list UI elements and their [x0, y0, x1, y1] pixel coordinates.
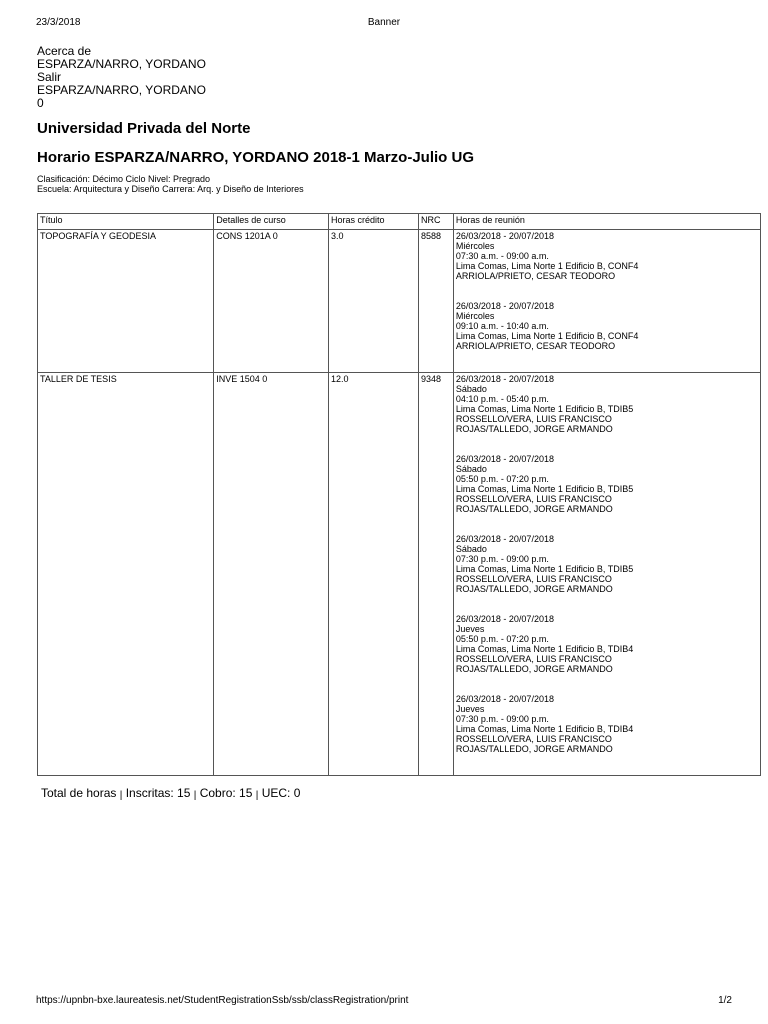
meeting-instructor: ROSSELLO/VERA, LUIS FRANCISCO	[455, 734, 612, 744]
schedule-table	[37, 213, 761, 776]
meeting-instructor: ROSSELLO/VERA, LUIS FRANCISCO	[455, 654, 612, 664]
print-header-title: Banner	[367, 17, 401, 28]
course-details: CONS 1201A 0	[214, 230, 329, 373]
course-meetings	[453, 230, 760, 373]
meeting-day: Miércoles	[455, 241, 495, 251]
meeting-location: Lima Comas, Lima Norte 1 Edificio B, TDIB4	[455, 644, 634, 654]
meeting-time: 04:10 p.m. - 05:40 p.m.	[455, 394, 549, 404]
meeting-day: Jueves	[455, 624, 485, 634]
print-url: https://upnbn-bxe.laureatesis.net/StudentRegistrationSsb/ssb/classRegistration/print	[36, 995, 409, 1006]
meeting-instructor: ROJAS/TALLEDO, JORGE ARMANDO	[455, 664, 613, 674]
print-date: 23/3/2018	[36, 17, 81, 28]
course-title: TOPOGRAFÍA Y GEODESIA	[38, 230, 214, 373]
enrolled-hours: Inscritas: 15	[125, 786, 191, 800]
meeting-time: 07:30 p.m. - 09:00 p.m.	[455, 714, 549, 724]
meeting-day: Miércoles	[455, 311, 495, 321]
col-header-meetings: Horas de reunión	[453, 214, 760, 230]
separator: |	[119, 790, 123, 801]
col-header-title: Título	[38, 214, 214, 230]
course-credits: 3.0	[328, 230, 418, 373]
course-nrc: 8588	[419, 230, 454, 373]
meeting-time: 07:30 p.m. - 09:00 p.m.	[455, 554, 549, 564]
meeting-instructor: ROSSELLO/VERA, LUIS FRANCISCO	[455, 414, 612, 424]
meeting-time: 09:10 a.m. - 10:40 a.m.	[455, 321, 549, 331]
meeting-dates: 26/03/2018 - 20/07/2018	[455, 454, 554, 464]
meeting-day: Sábado	[455, 544, 487, 554]
meeting-dates: 26/03/2018 - 20/07/2018	[455, 374, 554, 384]
table-row	[38, 373, 761, 776]
meeting-instructor: ARRIOLA/PRIETO, CESAR TEODORO	[455, 341, 616, 351]
table-header-row	[38, 214, 761, 230]
course-nrc: 9348	[419, 373, 454, 776]
meeting-instructor: ROJAS/TALLEDO, JORGE ARMANDO	[455, 424, 613, 434]
meeting-instructor: ROJAS/TALLEDO, JORGE ARMANDO	[455, 584, 613, 594]
user-name-link-2[interactable]: ESPARZA/NARRO, YORDANO	[37, 83, 206, 97]
course-credits: 12.0	[328, 373, 418, 776]
meeting-time: 07:30 a.m. - 09:00 a.m.	[455, 251, 549, 261]
meeting-instructor: ROJAS/TALLEDO, JORGE ARMANDO	[455, 504, 613, 514]
meeting-block	[456, 374, 758, 434]
university-name: Universidad Privada del Norte	[37, 120, 251, 137]
user-name-link[interactable]: ESPARZA/NARRO, YORDANO	[37, 57, 206, 71]
meeting-day: Sábado	[455, 464, 487, 474]
meeting-location: Lima Comas, Lima Norte 1 Edificio B, TDIB5	[455, 484, 634, 494]
course-title: TALLER DE TESIS	[38, 373, 214, 776]
billing-hours: Cobro: 15	[199, 786, 253, 800]
meeting-location: Lima Comas, Lima Norte 1 Edificio B, CONF4	[455, 261, 639, 271]
col-header-nrc: NRC	[419, 214, 454, 230]
meeting-dates: 26/03/2018 - 20/07/2018	[455, 301, 554, 311]
meeting-instructor: ROSSELLO/VERA, LUIS FRANCISCO	[455, 494, 612, 504]
meeting-dates: 26/03/2018 - 20/07/2018	[455, 534, 554, 544]
col-header-credits: Horas crédito	[328, 214, 418, 230]
separator: |	[255, 790, 259, 801]
student-info	[37, 174, 304, 194]
meeting-time: 05:50 p.m. - 07:20 p.m.	[455, 634, 549, 644]
separator: |	[193, 790, 197, 801]
meeting-block	[456, 694, 758, 754]
meeting-block	[456, 231, 758, 281]
meeting-location: Lima Comas, Lima Norte 1 Edificio B, TDIB4	[455, 724, 634, 734]
hours-totals	[41, 786, 300, 800]
logout-link[interactable]: Salir	[37, 70, 62, 84]
meeting-dates: 26/03/2018 - 20/07/2018	[455, 614, 554, 624]
school-line: Escuela: Arquitectura y Diseño Carrera: Arq. y Diseño de Interiores	[37, 184, 304, 194]
meeting-block	[456, 614, 758, 674]
nav-links	[37, 45, 206, 110]
total-hours-label: Total de horas	[41, 786, 117, 800]
about-link[interactable]: Acerca de	[37, 44, 92, 58]
ceu-hours: UEC: 0	[261, 786, 301, 800]
page-number: 1/2	[718, 995, 732, 1006]
notification-count[interactable]: 0	[37, 96, 44, 110]
meeting-instructor: ROJAS/TALLEDO, JORGE ARMANDO	[455, 744, 613, 754]
meeting-location: Lima Comas, Lima Norte 1 Edificio B, TDIB5	[455, 564, 634, 574]
meeting-location: Lima Comas, Lima Norte 1 Edificio B, TDIB5	[455, 404, 634, 414]
meeting-time: 05:50 p.m. - 07:20 p.m.	[455, 474, 549, 484]
course-details: INVE 1504 0	[214, 373, 329, 776]
schedule-title: Horario ESPARZA/NARRO, YORDANO 2018-1 Marzo-Julio UG	[37, 149, 475, 166]
classification-line: Clasificación: Décimo Ciclo Nivel: Pregrado	[37, 174, 211, 184]
meeting-day: Sábado	[455, 384, 487, 394]
meeting-dates: 26/03/2018 - 20/07/2018	[455, 231, 554, 241]
table-row	[38, 230, 761, 373]
col-header-details: Detalles de curso	[214, 214, 329, 230]
meeting-dates: 26/03/2018 - 20/07/2018	[455, 694, 554, 704]
meeting-location: Lima Comas, Lima Norte 1 Edificio B, CONF4	[455, 331, 639, 341]
meeting-block	[456, 534, 758, 594]
meeting-instructor: ARRIOLA/PRIETO, CESAR TEODORO	[455, 271, 616, 281]
meeting-instructor: ROSSELLO/VERA, LUIS FRANCISCO	[455, 574, 612, 584]
course-meetings	[453, 373, 760, 776]
meeting-day: Jueves	[455, 704, 485, 714]
meeting-block	[456, 454, 758, 514]
meeting-block	[456, 301, 758, 351]
